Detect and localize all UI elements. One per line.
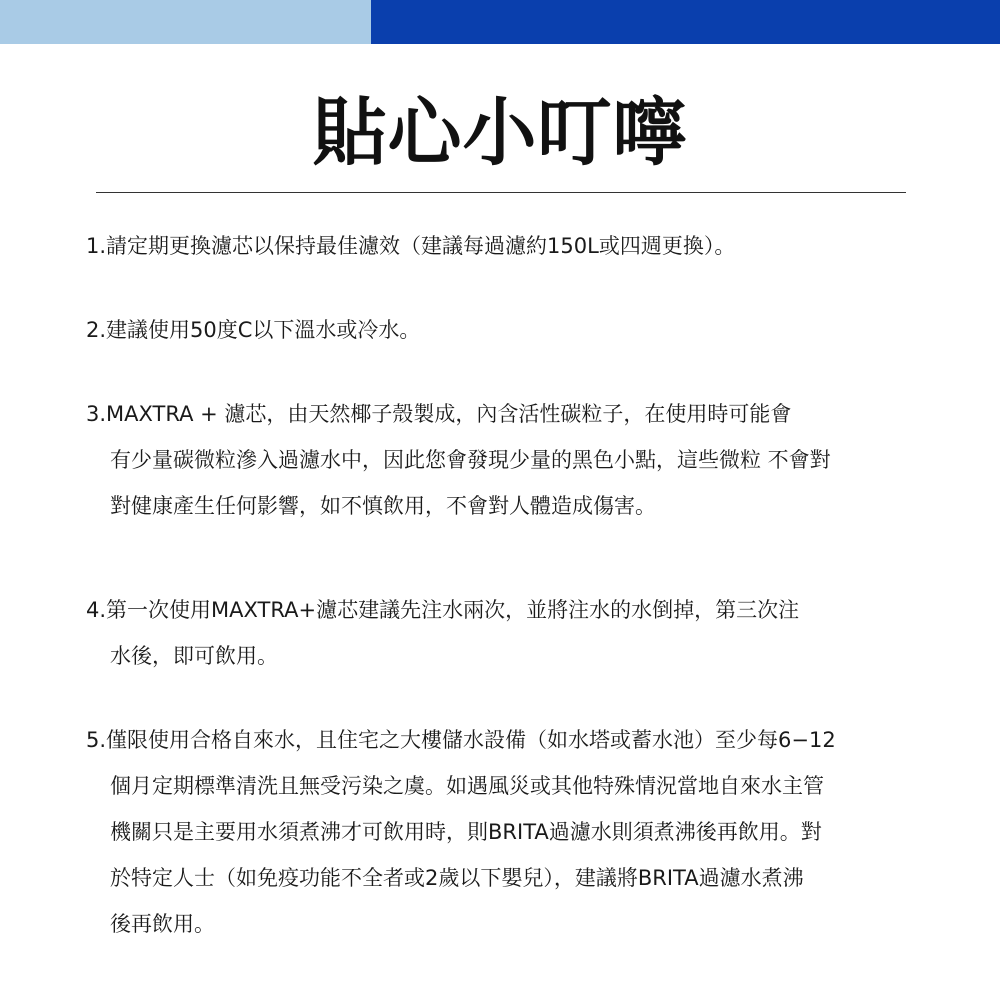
tip-line: 機關只是主要用水須煮沸才可飲用時，則BRITA過濾水則須煮沸後再飲用。對 — [110, 820, 822, 844]
tip-line: 於特定人士（如免疫功能不全者或2歲以下嬰兒），建議將BRITA過濾水煮沸 — [110, 866, 804, 890]
tip-item-1 — [86, 223, 922, 269]
page-title: 貼心小叮嚀 — [312, 90, 688, 176]
tips-list — [86, 223, 922, 947]
tip-item-4 — [86, 587, 922, 679]
tip-line: 水後，即可飲用。 — [110, 644, 278, 668]
tip-line: 5.僅限使用合格自來水，且住宅之大樓儲水設備（如水塔或蓄水池）至少每6−12 — [86, 728, 836, 752]
tip-line: 2.建議使用50度C以下溫水或冷水。 — [86, 318, 421, 342]
tip-line: 3.MAXTRA + 濾芯，由天然椰子殼製成，內含活性碳粒子，在使用時可能會 — [86, 402, 792, 426]
tip-line: 個月定期標準清洗且無受污染之虞。如遇風災或其他特殊情況當地自來水主管 — [110, 774, 824, 798]
tip-line: 4.第一次使用MAXTRA+濾芯建議先注水兩次，並將注水的水倒掉，第三次注 — [86, 598, 800, 622]
header-bar-light — [0, 0, 371, 44]
tip-line: 對健康產生任何影響，如不慎飲用，不會對人體造成傷害。 — [110, 494, 656, 518]
tip-item-2 — [86, 307, 922, 353]
tip-item-5 — [86, 717, 922, 947]
tip-line: 有少量碳微粒滲入過濾水中，因此您會發現少量的黑色小點，這些微粒 不會對 — [110, 448, 831, 472]
tip-line: 1.請定期更換濾芯以保持最佳濾效（建議每過濾約150L或四週更換）。 — [86, 234, 736, 258]
tip-item-3 — [86, 391, 922, 529]
tip-line: 後再飲用。 — [110, 912, 215, 936]
header-bar-dark — [371, 0, 1000, 44]
title-divider — [96, 192, 906, 193]
